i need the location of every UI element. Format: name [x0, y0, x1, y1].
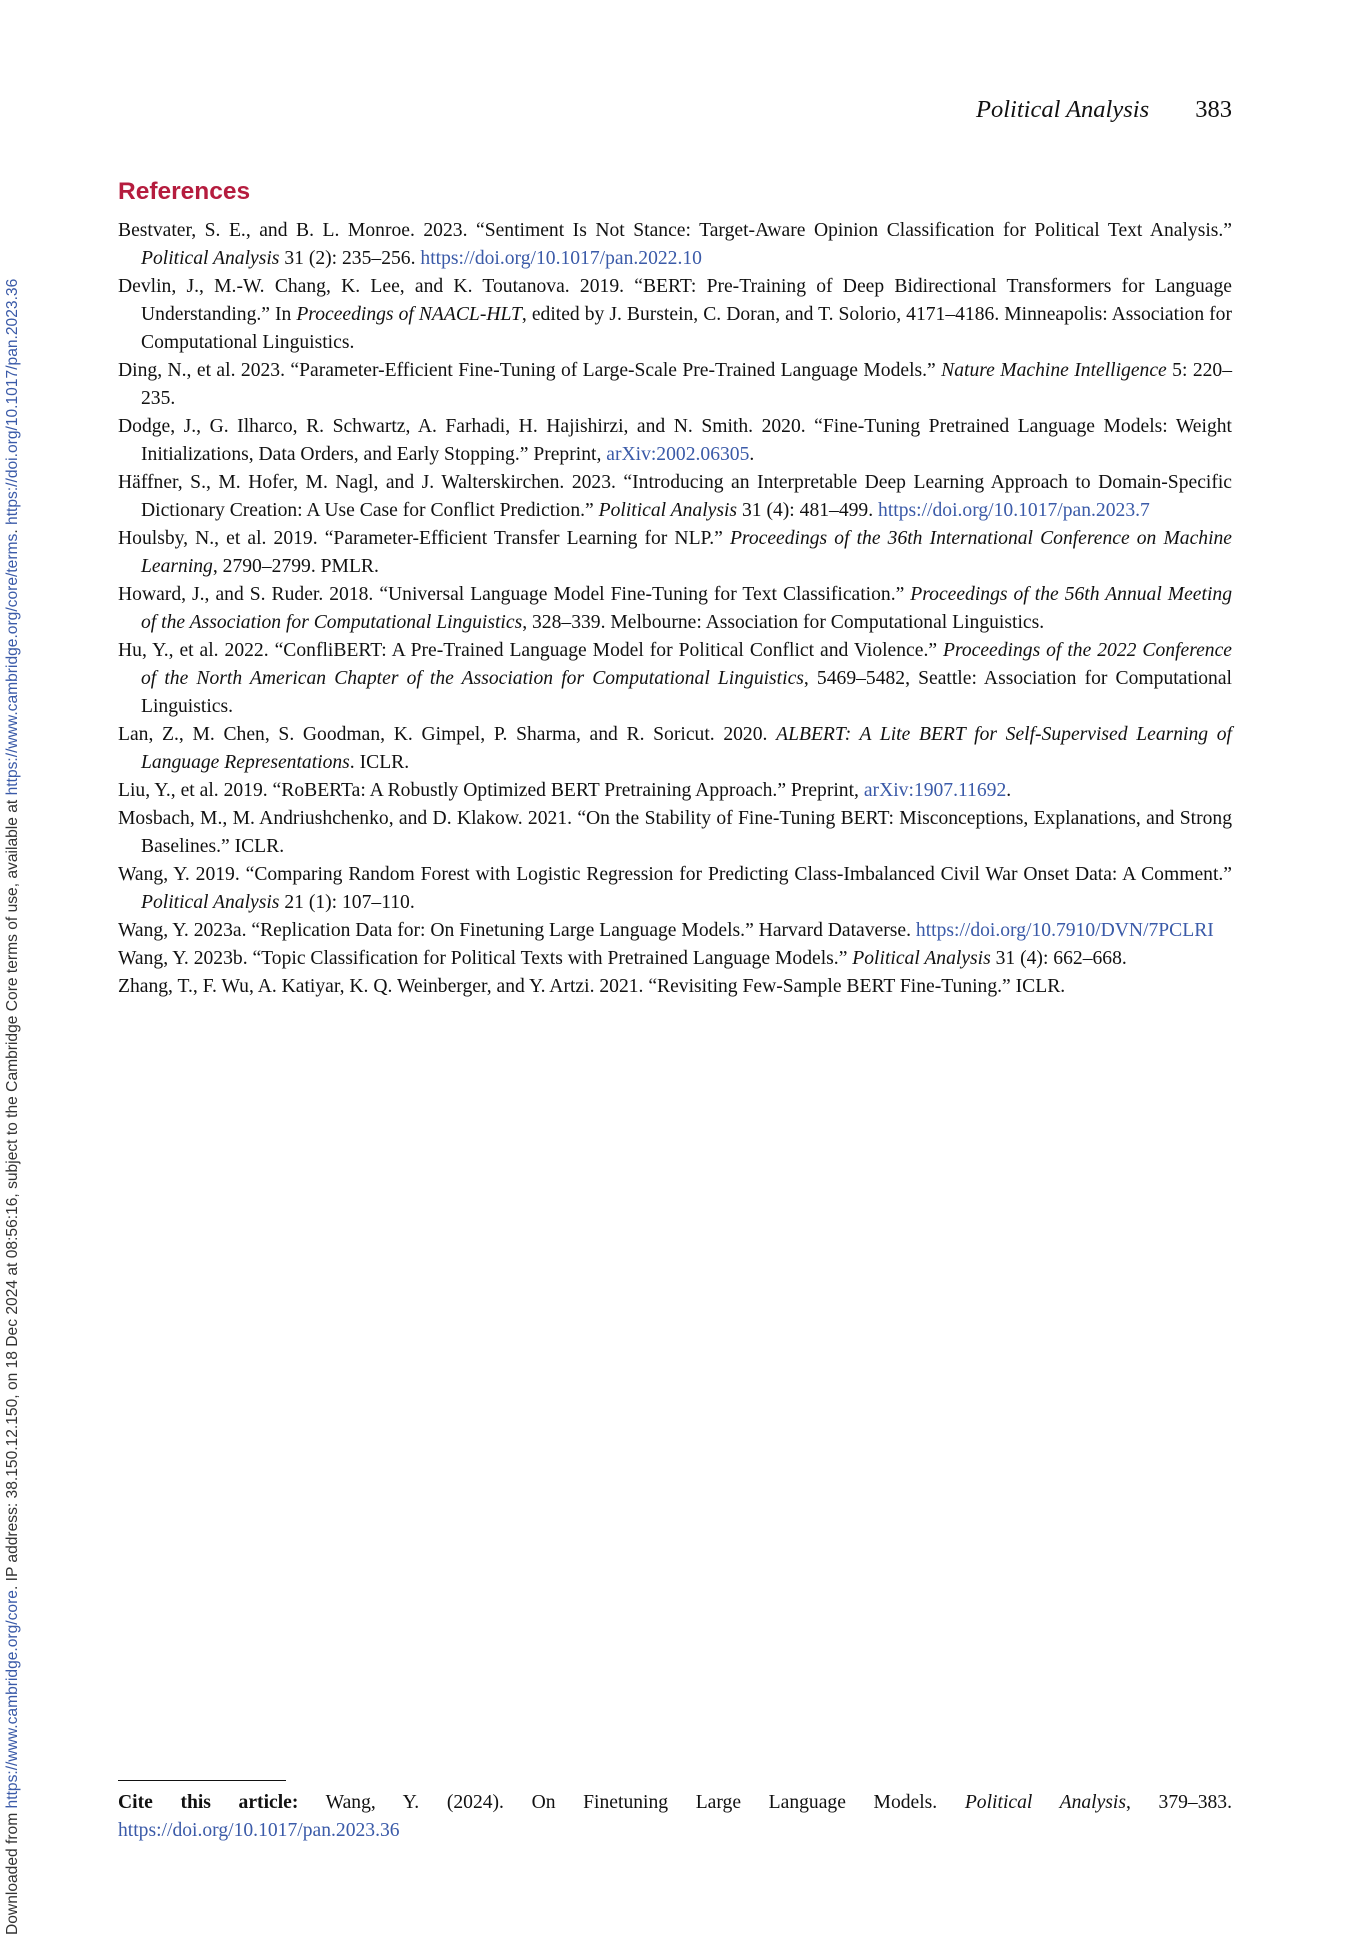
sidebar-text-3: .: [4, 524, 21, 534]
reference-item: [118, 721, 1232, 777]
reference-item: [118, 945, 1232, 973]
reference-item: [118, 469, 1232, 525]
reference-item: [118, 273, 1232, 357]
reference-details: 5: 220–235.: [141, 360, 1233, 409]
reference-link[interactable]: https://doi.org/10.1017/pan.2023.7: [878, 500, 1150, 521]
reference-italic-title: ALBERT: A Lite BERT for Self-Supervised Learning of Language Representations: [141, 724, 1232, 773]
reference-italic-title: Nature Machine Intelligence: [941, 360, 1167, 381]
reference-item: [118, 973, 1232, 1001]
sidebar-text-2: . IP address: 38.150.12.150, on 18 Dec 2024 at 08:56:16, subject to the Cambridge Core terms of use, available at: [4, 795, 21, 1591]
reference-details: , 5469–5482, Seattle: Association for Computational Linguistics.: [141, 668, 1232, 717]
reference-item: [118, 357, 1232, 413]
reference-text: Wang, Y. 2023b. “Topic Classification for Political Texts with Pretrained Language Models.”: [118, 948, 853, 969]
reference-details: 31 (4): 662–668.: [990, 948, 1127, 969]
footnote-rule: [118, 1780, 286, 1781]
reference-item: [118, 917, 1232, 945]
reference-details: 31 (2): 235–256.: [279, 248, 421, 269]
reference-italic-title: Proceedings of the 36th International Conference on Machine Learning: [141, 528, 1232, 577]
reference-text: Devlin, J., M.-W. Chang, K. Lee, and K. Toutanova. 2019. “BERT: Pre-Training of Deep Bidirectional Transformers for Language Understanding.” In: [118, 276, 1232, 325]
reference-item: [118, 525, 1232, 581]
reference-italic-title: Proceedings of the 56th Annual Meeting of the Association for Computational Linguistics: [141, 584, 1232, 633]
cite-this-article: [118, 1789, 1232, 1817]
reference-trailing: .: [749, 444, 755, 465]
reference-details: . ICLR.: [349, 752, 410, 773]
reference-details: , 2790–2799. PMLR.: [212, 556, 379, 577]
cite-journal: Political Analysis: [964, 1792, 1126, 1813]
reference-text: Hu, Y., et al. 2022. “ConfliBERT: A Pre-Trained Language Model for Political Conflict and Violence.”: [118, 640, 943, 661]
reference-item: [118, 777, 1232, 805]
reference-details: , edited by J. Burstein, C. Doran, and T. Solorio, 4171–4186. Minneapolis: Association for Computational Linguistics.: [141, 304, 1232, 353]
reference-text: Ding, N., et al. 2023. “Parameter-Efficient Fine-Tuning of Large-Scale Pre-Trained Language Models.”: [118, 360, 942, 381]
reference-text: Wang, Y. 2023a. “Replication Data for: On Finetuning Large Language Models.” Harvard Dataverse.: [118, 920, 916, 941]
reference-item: [118, 413, 1232, 469]
reference-list: [118, 217, 1232, 1001]
reference-text: Mosbach, M., M. Andriushchenko, and D. Klakow. 2021. “On the Stability of Fine-Tuning BERT: Misconceptions, Explanations, and Strong Baselines.” ICLR.: [118, 808, 1232, 857]
reference-text: Houlsby, N., et al. 2019. “Parameter-Efficient Transfer Learning for NLP.”: [118, 528, 730, 549]
cite-text: Wang, Y. (2024). On Finetuning Large Language Models.: [298, 1792, 965, 1813]
page-number: 383: [1195, 96, 1232, 123]
terms-link[interactable]: https://www.cambridge.org/core/terms: [4, 533, 21, 796]
reference-italic-title: Political Analysis: [852, 948, 991, 969]
reference-link[interactable]: arXiv:2002.06305: [606, 444, 750, 465]
reference-text: Liu, Y., et al. 2019. “RoBERTa: A Robustly Optimized BERT Pretraining Approach.” Preprint,: [118, 780, 864, 801]
reference-item: [118, 581, 1232, 637]
reference-italic-title: Political Analysis: [598, 500, 738, 521]
cite-pages: , 379–383.: [1126, 1792, 1233, 1813]
reference-item: [118, 805, 1232, 861]
reference-italic-title: Proceedings of NAACL-HLT: [296, 304, 522, 325]
reference-link[interactable]: arXiv:1907.11692: [863, 780, 1007, 801]
reference-link[interactable]: https://doi.org/10.7910/DVN/7PCLRI: [915, 920, 1214, 941]
reference-details: , 328–339. Melbourne: Association for Computational Linguistics.: [522, 612, 1045, 633]
reference-details: 31 (4): 481–499.: [737, 500, 879, 521]
download-sidebar: [4, 10, 22, 1935]
article-doi-sidebar-link[interactable]: https://doi.org/10.1017/pan.2023.36: [4, 278, 21, 525]
running-head: [976, 96, 1232, 124]
reference-item: [118, 861, 1232, 917]
references-heading: References: [118, 178, 251, 205]
sidebar-text-1: Downloaded from: [4, 1808, 21, 1935]
reference-text: Wang, Y. 2019. “Comparing Random Forest with Logistic Regression for Predicting Class-Imbalanced Civil War Onset Data: A Comment.”: [118, 864, 1232, 885]
reference-text: Bestvater, S. E., and B. L. Monroe. 2023. “Sentiment Is Not Stance: Target-Aware Opinion Classification for Political Text Analysis.”: [118, 220, 1232, 241]
reference-text: Howard, J., and S. Ruder. 2018. “Universal Language Model Fine-Tuning for Text Classification.”: [118, 584, 911, 605]
cite-label: Cite this article:: [118, 1792, 299, 1813]
reference-details: 21 (1): 107–110.: [279, 892, 415, 913]
reference-italic-title: Political Analysis: [141, 248, 280, 269]
reference-italic-title: Proceedings of the 2022 Conference of the North American Chapter of the Association for Computational Linguistics: [141, 640, 1232, 689]
reference-trailing: .: [1006, 780, 1012, 801]
journal-title: Political Analysis: [976, 96, 1150, 123]
reference-item: [118, 637, 1232, 721]
cite-doi-link[interactable]: https://doi.org/10.1017/pan.2023.36: [118, 1820, 400, 1841]
reference-text: Dodge, J., G. Ilharco, R. Schwartz, A. Farhadi, H. Hajishirzi, and N. Smith. 2020. “Fine-Tuning Pretrained Language Models: Weight Initializations, Data Orders, and Early Stopping.” Preprint,: [118, 416, 1232, 465]
reference-link[interactable]: https://doi.org/10.1017/pan.2022.10: [420, 248, 702, 269]
reference-text: Zhang, T., F. Wu, A. Katiyar, K. Q. Weinberger, and Y. Artzi. 2021. “Revisiting Few-Sample BERT Fine-Tuning.” ICLR.: [118, 976, 1066, 997]
reference-italic-title: Political Analysis: [141, 892, 280, 913]
reference-text: Häffner, S., M. Hofer, M. Nagl, and J. Walterskirchen. 2023. “Introducing an Interpretable Deep Learning Approach to Domain-Specific Dictionary Creation: A Use Case for Conflict Prediction.”: [118, 472, 1232, 521]
cambridge-core-link[interactable]: https://www.cambridge.org/core: [4, 1590, 21, 1809]
reference-item: [118, 217, 1232, 273]
reference-text: Lan, Z., M. Chen, S. Goodman, K. Gimpel, P. Sharma, and R. Soricut. 2020.: [118, 724, 777, 745]
